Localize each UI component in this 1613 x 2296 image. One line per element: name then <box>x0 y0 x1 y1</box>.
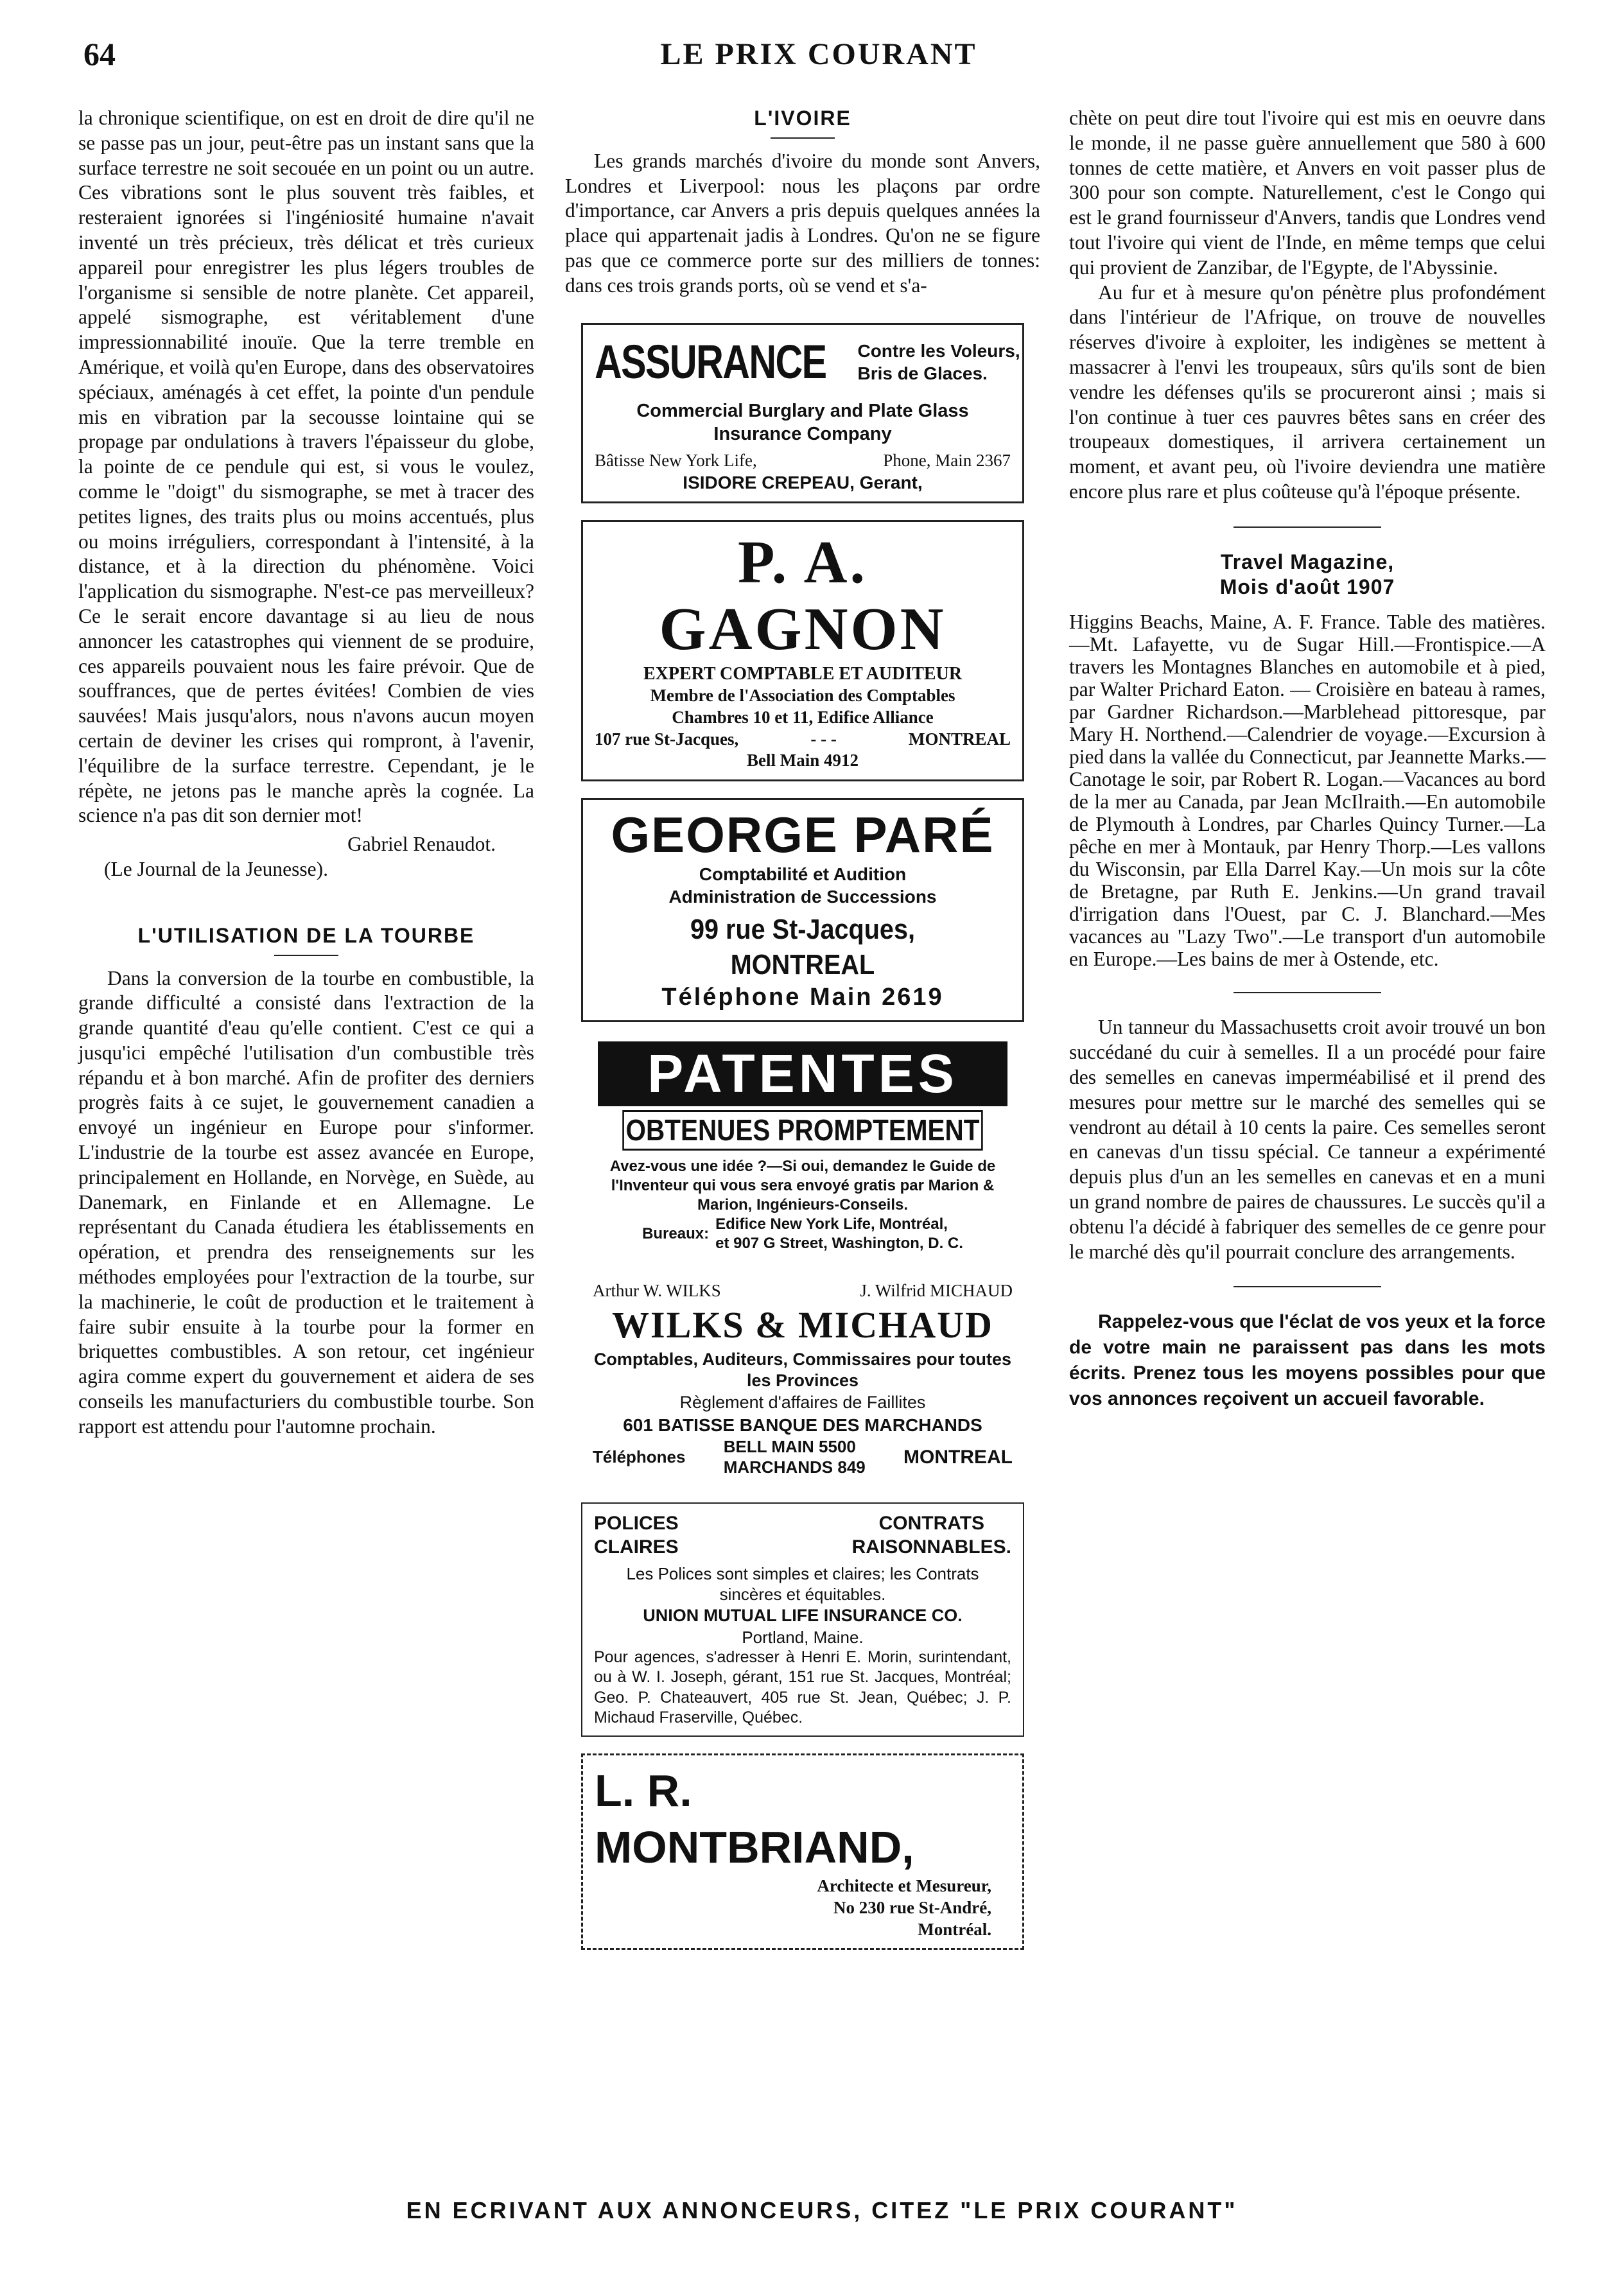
ad-pare-line1: Comptabilité et Audition <box>699 864 907 884</box>
ad-polices-h2a: CLAIRES <box>594 1536 679 1558</box>
ad-wilks-headline: WILKS & MICHAUD <box>612 1304 993 1346</box>
ivoire-text: Les grands marchés d'ivoire du monde sont Anvers, Londres et Liverpool: nous les plaçons par ordre d'importance, car Anvers a pris depuis quelques années la place qui appartenait jadis à Londres. Qu'on ne se figure pas que ce commerce porte sur des milliers de tonnes: dans ces trois grands ports, où se vend et s'a- <box>565 149 1040 297</box>
ad-assurance <box>581 323 1024 504</box>
ad-wilks-tel1: BELL MAIN 5500 <box>723 1436 856 1456</box>
tourbe-title: L'UTILISATION DE LA TOURBE <box>137 923 475 947</box>
footer-notice: EN ECRIVANT AUX ANNONCEURS, CITEZ "LE PRIX COURANT" <box>406 2197 1238 2223</box>
ad-patentes <box>581 1039 1024 1256</box>
ad-montbriand <box>581 1753 1024 1950</box>
ad-wilks-partner-right: J. Wilfrid MICHAUD <box>860 1281 1013 1301</box>
ad-pare-headline: GEORGE PARÉ <box>611 806 995 864</box>
ad-pare-line2: Administration de Successions <box>668 886 937 907</box>
column-2 <box>565 106 1040 1967</box>
page-header <box>83 35 1554 87</box>
ad-gagnon-line2: Membre de l'Association des Comptables <box>650 686 955 706</box>
title-rule <box>771 137 835 139</box>
sismographe-text: la chronique scientifique, on est en droit de dire qu'il ne se passe pas un jour, peut-être pas un instant sans que la surface terrestre ne soit secouée en un point ou un autre. Ces vibrations sont le plus souvent très faibles, et resteraient ignorées si l'ingéniosité humaine n'avait inventé un très précieux, très délicat et très curieux appareil pour enregistrer les plus légers troubles de l'organisme si sensible de notre planète. Cet appareil, appelé sismographe, est véritablement d'une impressionnabilité inouïe. Que la terre tremble en Amérique, et voilà qu'en Europe, dans des observatoires spéciaux, aménagés à cet effet, la pointe d'un pendule mis en vibration par la secousse lointaine qui se propage par ondulations à travers l'épaisseur du globe, la pointe de ce pendule qui est, si vous le voulez, comme le "doigt" du sismographe, se met à tracer des petites lignes, des traits plus ou moins accentués, plus ou moins irréguliers, correspondant à l'intensité, à la distance, et à la direction du phénomène. Voici l'application du sismographe. N'est-ce pas merveilleux? Ce le serait encore davantage si au lieu de nous annoncer les catastrophes qui viennent de se produire, ces appareils pouvaient nous les faire prévoir. Que de souffrances, que de pertes évitées! Combien de vies sauvées! Mais jusqu'alors, nous n'avons aucun moyen certain de deviner les crises qui rompront, à l'avenir, l'équilibre de la surface terrestre. Cependant, je le répète, ne jetons pas le manche après la cognée. La science n'a pas dit son dernier mot! <box>78 107 534 827</box>
ad-wilks-line2: Règlement d'affaires de Faillites <box>679 1393 926 1413</box>
ad-wilks-tel-label: Téléphones <box>593 1447 686 1467</box>
travel-title: Travel Magazine, <box>1220 550 1395 573</box>
ad-polices-contacts: Pour agences, s'adresser à Henri E. Morin, surintendant, ou à W. I. Joseph, gérant, 151 rue St. Jacques, Montréal; Geo. P. Chateauvert, 405 rue St. Jean, Québec; J. P. Michaud Fraserville, Québec. <box>594 1648 1011 1726</box>
ad-patentes-office1: Edifice New York Life, Montréal, <box>715 1215 948 1233</box>
ivoire-continued: chète on peut dire tout l'ivoire qui est mis en oeuvre dans le monde, il ne passe guère annuellement que 580 à 600 tonnes de cette matière, et Anvers en voit passer plus de 300 pour son compte. Naturellement, c'est le Congo qui est le grand fournisseur d'Anvers, tandis que Londres vend tout l'ivoire qui vient de l'Inde, en même temps que celui qui provient de Zanzibar, de l'Egypte, de l'Abyssinie. <box>1069 107 1546 279</box>
ad-polices-company: UNION MUTUAL LIFE INSURANCE CO. <box>643 1605 963 1625</box>
ad-patentes-sub: OBTENUES PROMPTEMENT <box>622 1110 982 1151</box>
ad-montbriand-headline: L. R. MONTBRIAND, <box>595 1766 914 1872</box>
ad-gagnon-line1: EXPERT COMPTABLE ET AUDITEUR <box>643 664 963 684</box>
ad-polices-h2b: RAISONNABLES. <box>851 1536 1011 1558</box>
ad-gagnon-address: 107 rue St-Jacques, <box>595 729 739 749</box>
ad-pare-phone: Téléphone Main 2619 <box>661 983 944 1011</box>
ad-wilks-michaud <box>581 1273 1024 1486</box>
ivoire-title: L'IVOIRE <box>754 107 851 130</box>
ad-gagnon-headline: P. A. GAGNON <box>659 529 946 663</box>
ad-polices <box>581 1502 1024 1737</box>
ad-assurance-side2: Bris de Glaces. <box>857 363 988 383</box>
ad-assurance-phone: Phone, Main 2367 <box>883 450 1011 470</box>
ad-gagnon-line3: Chambres 10 et 11, Edifice Alliance <box>672 707 934 727</box>
ad-gagnon-phone: Bell Main 4912 <box>747 751 859 770</box>
ad-wilks-tel2: MARCHANDS 849 <box>723 1457 866 1477</box>
ad-assurance-side1: Contre les Voleurs, <box>857 340 1020 361</box>
section-divider <box>1234 992 1381 993</box>
ad-polices-h1b: CONTRATS <box>878 1512 985 1534</box>
ad-patentes-headline: PATENTES <box>598 1041 1007 1106</box>
ad-gagnon-city: MONTREAL <box>908 729 1011 749</box>
section-divider <box>1234 1286 1381 1287</box>
ad-patentes-text: Avez-vous une idée ?—Si oui, demandez le Guide de l'Inventeur qui vous sera envoyé gratis par Marion & Marion, Ingénieurs-Conseils. <box>609 1158 996 1214</box>
section-divider <box>1234 526 1381 528</box>
ad-polices-city: Portland, Maine. <box>742 1627 864 1647</box>
ad-patentes-bureaux: Bureaux: <box>642 1225 710 1243</box>
article-signature: Gabriel Renaudot. <box>347 833 496 856</box>
ad-polices-h1a: POLICES <box>594 1512 679 1534</box>
travel-subtitle: Mois d'août 1907 <box>1219 575 1395 598</box>
ad-polices-line1: Les Polices sont simples et claires; les Contrats sincères et équitables. <box>626 1563 979 1605</box>
ad-gagnon <box>581 520 1024 781</box>
ad-pare <box>581 798 1024 1022</box>
ad-wilks-city: MONTREAL <box>903 1446 1013 1468</box>
column-1 <box>78 106 534 1439</box>
running-title: LE PRIX COURANT <box>660 37 977 71</box>
ad-assurance-line1: Commercial Burglary and Plate Glass <box>636 401 969 422</box>
title-rule <box>274 955 338 956</box>
ad-pare-address: 99 rue St-Jacques, MONTREAL <box>690 913 915 980</box>
ad-patentes-office2: et 907 G Street, Washington, D. C. <box>715 1235 963 1253</box>
ad-gagnon-dashes: - - - <box>810 729 837 749</box>
ad-assurance-line2: Insurance Company <box>713 424 892 445</box>
ad-montbriand-line2: No 230 rue St-André, <box>833 1897 991 1917</box>
ad-wilks-line1: Comptables, Auditeurs, Commissaires pour toutes les Provinces <box>593 1349 1012 1391</box>
ad-wilks-partner-left: Arthur W. WILKS <box>593 1281 721 1301</box>
ad-assurance-manager: ISIDORE CREPEAU, Gerant, <box>683 473 923 493</box>
travel-text: Higgins Beachs, Maine, A. F. France. Table des matières.—Mt. Lafayette, vu de Sugar Hill.—Frontispice.—A travers les Montagnes Blanches en automobile et à pied, par Walter Prichard Eaton. — Croisière en bateau à rames, par Gardner Richardson.—Marblehead pittoresque, par Mary H. Northend.—Calendrier de voyage.—Excursion à pied dans la vallée du Connecticut, par Jeannette Marks.—Canotage le soir, par Robert R. Logan.—Vacances au bord de la mer au Canada, par Jean McIlraith.—En automobile de Plymouth à Londres, par Charles Quincy Turner.—La pêche en mer à Montauk, par Henry Thorp.—Les vallons du Wisconsin, par Ella Darrel Kay.—Un mois sur la côte de Bretagne, par Ruth E. Jenkins.—Un grand travail d'irrigation dans l'Ouest, par C. J. Blanchard.—Mes vacances au "Lazy Two".—Le transport d'un automobile en Europe.—Les bains de mer à Ostende, etc. <box>1069 611 1546 971</box>
tanneur-text: Un tanneur du Massachusetts croit avoir trouvé un bon succédané du cuir à semelles. Il a un procédé pour faire des semelles en canevas imperméabilisé et il prend des mesures pour mettre sur le marché des semelles qui se vendront au détail à 10 cents la paire. Ces semelles seront en canevas d'un tissu spécial. Ce tanneur a expérimenté depuis plus d'un an les semelles en canevas et en a muni un grand nombre de paires de chaussures. Le succès qu'il a obtenu l'a décidé à fabriquer des semelles de ce genre pour le marché dès qu'il pourrait conclure des arrangements. <box>1069 1016 1546 1263</box>
page-number: 64 <box>83 36 116 72</box>
ad-wilks-line3: 601 BATISSE BANQUE DES MARCHANDS <box>623 1414 982 1435</box>
ad-assurance-address: Bâtisse New York Life, <box>595 450 757 470</box>
rappel-text: Rappelez-vous que l'éclat de vos yeux et la force de votre main ne paraissent pas dans les mots écrits. Prenez tous les moyens possibles pour que vos annonces reçoivent un accueil favorable. <box>1069 1311 1546 1410</box>
ad-montbriand-line3: Montréal. <box>918 1919 991 1939</box>
article-source: (Le Journal de la Jeunesse). <box>104 857 328 880</box>
ad-assurance-headline: ASSURANCE <box>595 335 826 388</box>
ivoire-paragraph-2: Au fur et à mesure qu'on pénètre plus profondément dans l'intérieur de l'Afrique, on trouve de nouvelles réserves d'ivoire à exploiter, les indigènes se mettent à massacrer à l'envi les troupeaux, sûrs qu'ils sont de bien vendre les défenses qu'ils se procureront ainsi ; mais si l'on continue à tuer ces pauvres bêtes sans en créer des troupeaux domestiques, il arrivera certainement un moment, et avant peu, où l'ivoire deviendra une matière encore plus rare et plus coûteuse qu'à l'époque présente. <box>1069 281 1546 503</box>
tourbe-text: Dans la conversion de la tourbe en combustible, la grande difficulté a consisté dans l'extraction de la grande quantité d'eau qu'elle contient. C'est ce qui a jusqu'ici empêché l'utilisation d'un combustible très répandu et à bon marché. Afin de profiter des derniers progrès faits à ce sujet, le gouvernement canadien a envoyé un ingénieur en Europe pour s'informer. L'industrie de la tourbe est assez avancée en Europe, principalement en Hollande, en Norvège, en Suède, au Danemark, en Finlande et en Allemagne. Le représentant du Canada étudiera les établissements en opération, et prendra des renseignements sur les méthodes employées pour l'extraction de la tourbe, sur la machinerie, le coût de production et le traitement à faire subir ensuite à la tourbe pour la former en briquettes combustibles. A son retour, cet ingénieur agira comme expert du gouvernement et aidera de ses conseils les manufacturiers du combustible tourbe. Son rapport est attendu pour l'automne prochain. <box>78 966 534 1438</box>
column-3 <box>1069 106 1546 1412</box>
ad-montbriand-line1: Architecte et Mesureur, <box>817 1876 991 1896</box>
